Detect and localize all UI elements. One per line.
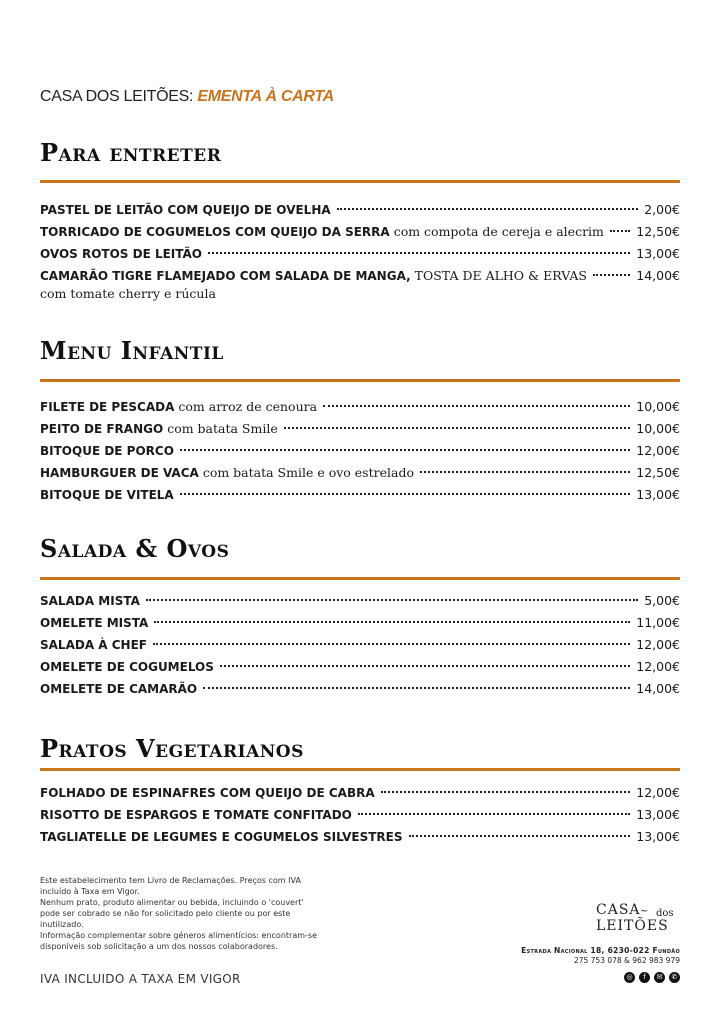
- section-title: Salada & Ovos: [40, 534, 230, 563]
- section-divider: [40, 768, 680, 771]
- item-name: PEITO DE FRANGO: [40, 422, 164, 436]
- menu-item: [40, 782, 680, 804]
- footnote-line: Informação complementar sobre géneros alimentícios: encontram-se: [40, 931, 317, 940]
- item-price: 12,00€: [636, 637, 680, 652]
- dot-leader: [154, 621, 630, 623]
- restaurant-logo: [596, 902, 686, 942]
- item-price: 5,00€: [644, 593, 680, 608]
- menu-item: [40, 199, 680, 221]
- menu-item: [40, 804, 680, 826]
- menu-item: [40, 612, 680, 634]
- legal-footnote: [40, 875, 360, 952]
- item-description: com batata Smile: [167, 421, 278, 436]
- contact-block: [521, 946, 680, 966]
- dot-leader: [284, 427, 631, 429]
- menu-item: [40, 634, 680, 656]
- item-price: 13,00€: [636, 807, 680, 822]
- item-name: HAMBURGUER DE VACA: [40, 466, 199, 480]
- item-description: com arroz de cenoura: [178, 399, 318, 414]
- item-name: TORRICADO DE COGUMELOS COM QUEIJO DA SERRA: [40, 225, 390, 239]
- dot-leader: [358, 813, 630, 815]
- dot-leader: [153, 643, 630, 645]
- phone-line: 275 753 078 & 962 983 979: [573, 956, 680, 965]
- item-price: 10,00€: [636, 399, 680, 414]
- item-price: 13,00€: [636, 246, 680, 261]
- item-description: com compota de cereja e alecrim: [393, 224, 604, 239]
- menu-item: [40, 678, 680, 700]
- item-description: com batata Smile e ovo estrelado: [202, 465, 414, 480]
- item-name: FILETE DE PESCADA: [40, 400, 175, 414]
- dot-leader: [323, 405, 630, 407]
- item-price: 2,00€: [644, 202, 680, 217]
- menu-item: [40, 418, 680, 440]
- dot-leader: [409, 835, 631, 837]
- item-name: BITOQUE DE PORCO: [40, 444, 174, 458]
- social-icons: [624, 972, 680, 983]
- menu-item: [40, 265, 680, 287]
- footnote-line: Este estabelecimento tem Livro de Reclamações. Preços com IVA: [40, 876, 301, 885]
- item-price: 14,00€: [636, 268, 680, 283]
- item-subline: com tomate cherry e rúcula: [40, 286, 216, 301]
- section-divider: [40, 577, 680, 580]
- menu-item: [40, 243, 680, 265]
- item-price: 12,00€: [636, 443, 680, 458]
- item-name: CAMARÃO TIGRE FLAMEJADO COM SALADA DE MANGA,: [40, 269, 411, 283]
- footnote-line: incluído à Taxa em Vigor.: [40, 887, 140, 896]
- section-divider: [40, 379, 680, 382]
- whatsapp-icon[interactable]: ✆: [669, 972, 680, 983]
- item-price: 10,00€: [636, 421, 680, 436]
- dot-leader: [208, 252, 630, 254]
- dot-leader: [610, 230, 630, 232]
- item-name: OMELETE MISTA: [40, 616, 149, 630]
- item-price: 11,00€: [636, 615, 680, 630]
- item-name: OMELETE DE COGUMELOS: [40, 660, 214, 674]
- footnote-line: pode ser cobrado se não for solicitado pelo cliente ou por este: [40, 909, 291, 918]
- menu-item-list: [40, 590, 680, 700]
- item-name: SALADA À CHEF: [40, 638, 147, 652]
- menu-item: [40, 221, 680, 243]
- item-name: OVOS ROTOS DE LEITÃO: [40, 247, 203, 261]
- dot-leader: [203, 687, 630, 689]
- section-title: Pratos Vegetarianos: [40, 734, 304, 763]
- logo-casa: CASA: [596, 902, 641, 918]
- menu-item: [40, 440, 680, 462]
- footnote-line: disponíveis sob solicitação a um dos nossos colaboradores.: [40, 942, 278, 951]
- footnote-line: Nenhum prato, produto alimentar ou bebida, incluindo o 'couvert': [40, 898, 304, 907]
- item-price: 12,50€: [636, 224, 680, 239]
- dot-leader: [420, 471, 630, 473]
- dot-leader: [593, 274, 630, 276]
- menu-item-list: [40, 199, 680, 301]
- dot-leader: [146, 599, 638, 601]
- header-prefix: CASA DOS LEITÕES:: [40, 88, 198, 105]
- dot-leader: [337, 208, 639, 210]
- item-price: 14,00€: [636, 681, 680, 696]
- menu-item: [40, 462, 680, 484]
- page-header: [40, 88, 334, 106]
- item-name: FOLHADO DE ESPINAFRES COM QUEIJO DE CABRA: [40, 786, 375, 800]
- menu-item: [40, 826, 680, 848]
- item-name: BITOQUE DE VITELA: [40, 488, 174, 502]
- section-divider: [40, 180, 680, 183]
- logo-leitoes: LEITÕES: [596, 918, 669, 934]
- menu-item-list: [40, 396, 680, 506]
- iva-note: IVA INCLUIDO A TAXA EM VIGOR: [40, 972, 241, 986]
- logo-dos: dos: [656, 908, 674, 919]
- instagram-icon[interactable]: ◎: [624, 972, 635, 983]
- section-title: Menu Infantil: [40, 336, 224, 365]
- dot-leader: [220, 665, 630, 667]
- pig-tail-icon: ~: [640, 906, 649, 917]
- item-price: 12,50€: [636, 465, 680, 480]
- menu-item: [40, 590, 680, 612]
- item-name: SALADA MISTA: [40, 594, 140, 608]
- item-name: TAGLIATELLE DE LEGUMES E COGUMELOS SILVESTRES: [40, 830, 403, 844]
- email-icon[interactable]: ✉: [654, 972, 665, 983]
- menu-item: [40, 656, 680, 678]
- menu-item: [40, 396, 680, 418]
- footnote-line: inutilizado.: [40, 920, 84, 929]
- menu-item-list: [40, 782, 680, 848]
- dot-leader: [381, 791, 631, 793]
- section-title: Para entreter: [40, 138, 222, 167]
- item-name: RISOTTO DE ESPARGOS E TOMATE CONFITADO: [40, 808, 352, 822]
- item-name: PASTEL DE LEITÃO COM QUEIJO DE OVELHA: [40, 203, 331, 217]
- item-description: TOSTA DE ALHO & ERVAS: [414, 268, 587, 283]
- item-price: 12,00€: [636, 659, 680, 674]
- item-price: 13,00€: [636, 487, 680, 502]
- facebook-icon[interactable]: f: [639, 972, 650, 983]
- dot-leader: [180, 493, 631, 495]
- dot-leader: [180, 449, 630, 451]
- item-price: 13,00€: [636, 829, 680, 844]
- header-accent: EMENTA À CARTA: [197, 88, 334, 105]
- menu-item: [40, 484, 680, 506]
- item-name: OMELETE DE CAMARÃO: [40, 682, 198, 696]
- item-price: 12,00€: [636, 785, 680, 800]
- address-line: Estrada Nacional 18, 6230-022 Fundão: [521, 946, 680, 955]
